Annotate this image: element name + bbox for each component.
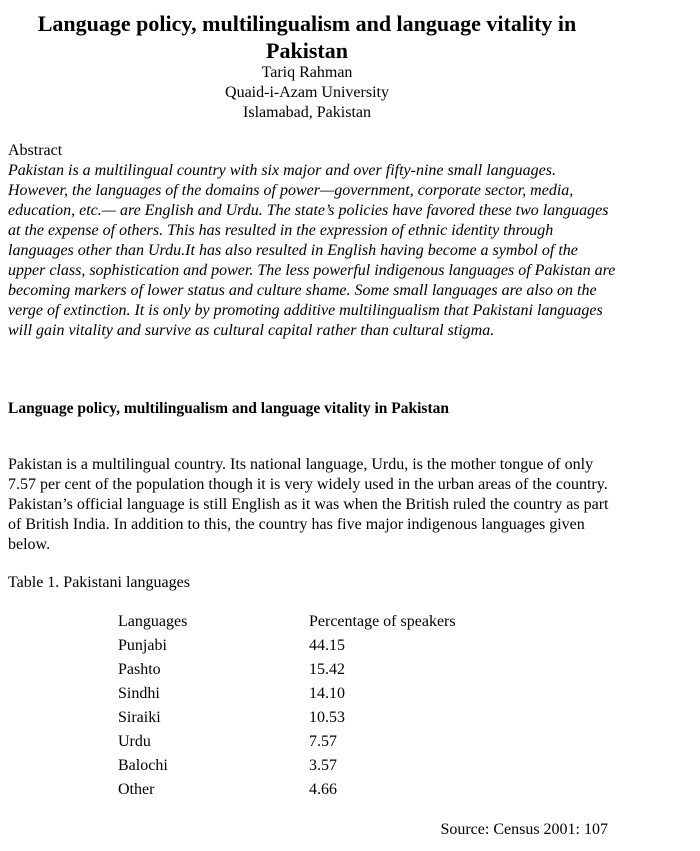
percentage-cell: 4.66 bbox=[309, 781, 337, 798]
table-row bbox=[118, 757, 456, 781]
language-cell: Sindhi bbox=[118, 685, 160, 702]
table-row bbox=[118, 733, 456, 757]
author-affiliation: Quaid-i-Azam University bbox=[225, 84, 389, 101]
table-row bbox=[118, 709, 456, 733]
percentage-cell: 44.15 bbox=[309, 637, 345, 654]
paper-title: Language policy, multilingualism and language vitality in Pakistan bbox=[37, 11, 577, 63]
abstract-text: Pakistan is a multilingual country with six major and over fifty-nine small languages. However, the languages of the domains of power—government, corporate sector, media, education, etc.— are English and Urdu. The state’s policies have favored these two languages at the expense of others. This has resulted in the expression of ethnic identity through languages other than Urdu.It has also resulted in English having become a symbol of the upper class, sophistication and power. The less powerful indigenous languages of Pakistan are becoming markers of lower status and culture shame. Some small languages are also on the verge of extinction. It is only by promoting additive multilingualism that Pakistani languages will gain vitality and survive as cultural capital rather than cultural stigma. bbox=[8, 162, 616, 339]
section-heading: Language policy, multilingualism and language vitality in Pakistan bbox=[8, 400, 449, 417]
byline bbox=[10, 63, 604, 123]
percentage-cell: 7.57 bbox=[309, 733, 337, 750]
table-source-note: Source: Census 2001: 107 bbox=[440, 821, 608, 838]
language-cell: Urdu bbox=[118, 733, 151, 750]
language-cell: Other bbox=[118, 781, 155, 798]
language-cell: Siraiki bbox=[118, 709, 161, 726]
language-cell: Balochi bbox=[118, 757, 168, 774]
language-cell: Pashto bbox=[118, 661, 161, 678]
table-caption: Table 1. Pakistani languages bbox=[8, 574, 190, 591]
author-name: Tariq Rahman bbox=[261, 64, 353, 81]
percentage-cell: 10.53 bbox=[309, 709, 345, 726]
table-row bbox=[118, 685, 456, 709]
percentage-cell: 15.42 bbox=[309, 661, 345, 678]
percentage-cell: 14.10 bbox=[309, 685, 345, 702]
table-row bbox=[118, 781, 456, 805]
column-header-languages: Languages bbox=[118, 613, 188, 630]
body-paragraph: Pakistan is a multilingual country. Its national language, Urdu, is the mother tongue of only 7.57 per cent of the population though it is very widely used in the urban areas of the country. Pakistan’s official language is still English as it was when the British ruled the country as part of British India. In addition to this, the country has five major indigenous languages given below. bbox=[8, 456, 609, 553]
table-row bbox=[118, 661, 456, 685]
author-location: Islamabad, Pakistan bbox=[243, 104, 371, 121]
languages-table bbox=[118, 613, 456, 805]
table-row bbox=[118, 637, 456, 661]
percentage-cell: 3.57 bbox=[309, 757, 337, 774]
table-header-row bbox=[118, 613, 456, 637]
abstract-heading: Abstract bbox=[8, 142, 63, 159]
column-header-percentage: Percentage of speakers bbox=[309, 613, 456, 630]
language-cell: Punjabi bbox=[118, 637, 167, 654]
